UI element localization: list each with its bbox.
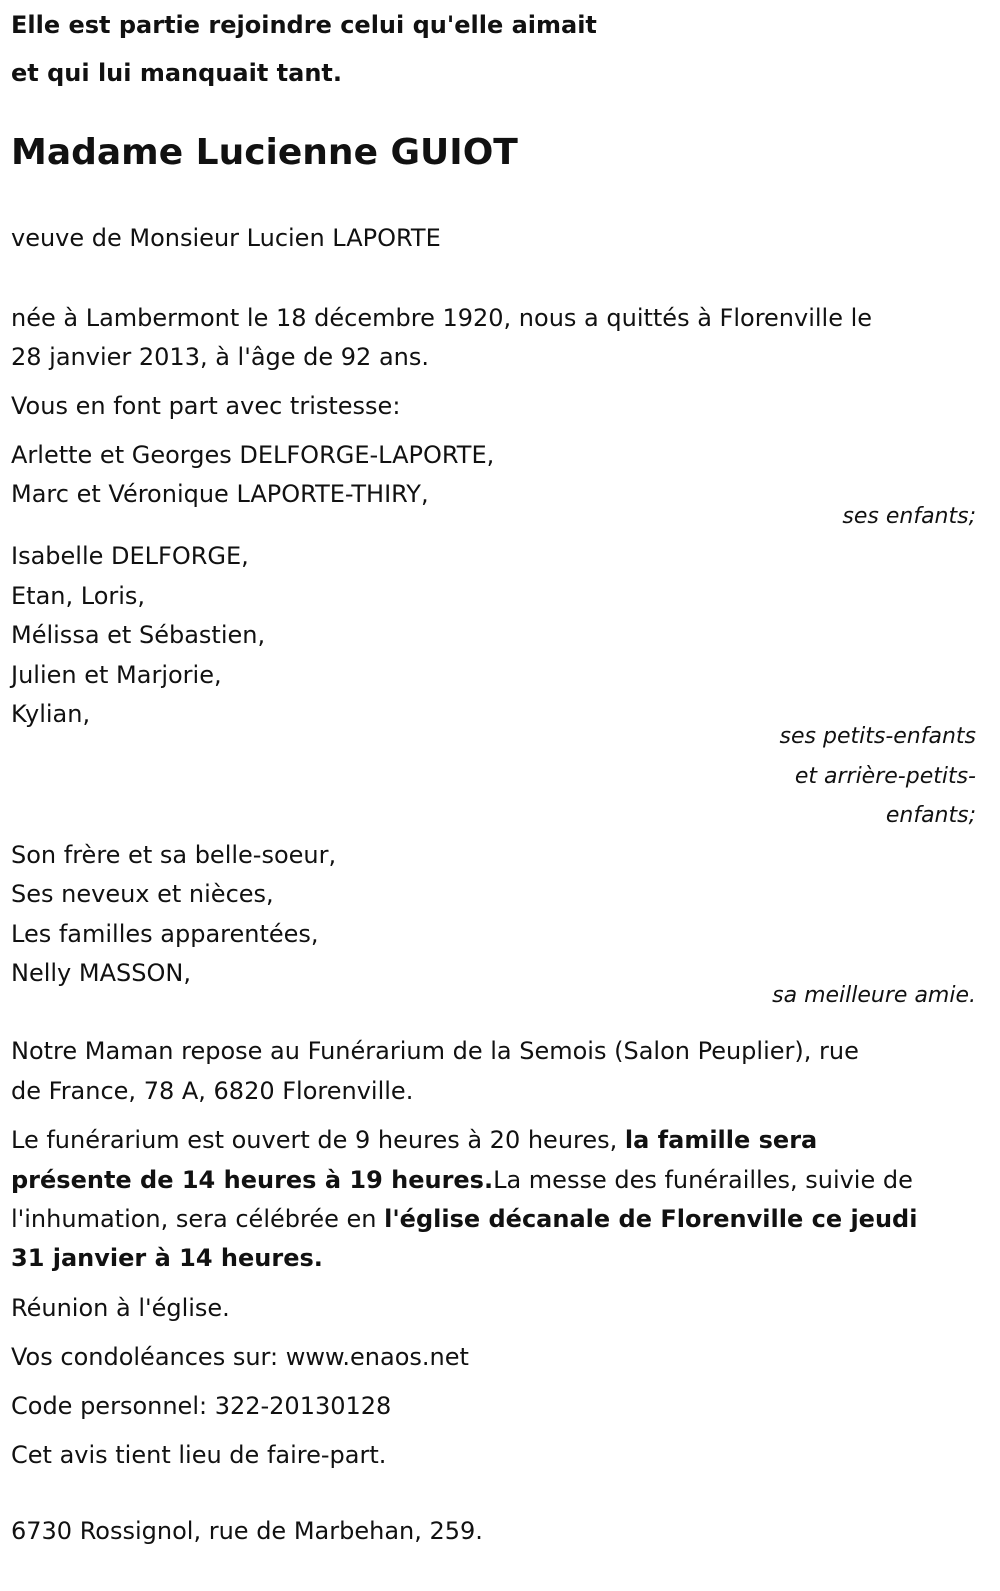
announce: Vous en font part avec tristesse: [11, 392, 401, 420]
hours-line [11, 1120, 817, 1160]
deceased-name: Madame Lucienne GUIOT [11, 132, 518, 173]
personal-code: Code personnel: 322-20130128 [11, 1392, 392, 1420]
children-label: ses enfants; [842, 504, 976, 529]
child: Arlette et Georges DELFORGE-LAPORTE, [11, 441, 495, 469]
epigraph-line: Elle est partie rejoindre celui qu'elle aimait [11, 11, 597, 39]
grandchild: Mélissa et Sébastien, [11, 621, 266, 649]
relative: Son frère et sa belle-soeur, [11, 841, 337, 869]
epigraph-line: et qui lui manquait tant. [11, 59, 342, 87]
widow-of: veuve de Monsieur Lucien LAPORTE [11, 224, 441, 252]
grandchildren-label: ses petits-enfants [779, 724, 976, 749]
hours-text: La messe des funérailles, suivie de [493, 1166, 913, 1194]
hours-line [11, 1199, 917, 1239]
relative: Les familles apparentées, [11, 920, 319, 948]
hours-line [11, 1160, 913, 1200]
hours-line: 31 janvier à 14 heures. [11, 1244, 323, 1272]
rest-line: de France, 78 A, 6820 Florenville. [11, 1077, 414, 1105]
rest-line: Notre Maman repose au Funérarium de la Semois (Salon Peuplier), rue [11, 1037, 859, 1065]
hours-bold: la famille sera [624, 1126, 818, 1154]
relative: Nelly MASSON, [11, 959, 191, 987]
address: 6730 Rossignol, rue de Marbehan, 259. [11, 1517, 483, 1545]
friend-label: sa meilleure amie. [772, 983, 976, 1008]
grandchild: Etan, Loris, [11, 582, 146, 610]
hours-bold: présente de 14 heures à 19 heures. [11, 1166, 494, 1194]
birth-death-line: 28 janvier 2013, à l'âge de 92 ans. [11, 343, 430, 371]
child: Marc et Véronique LAPORTE-THIRY, [11, 480, 429, 508]
grandchild: Isabelle DELFORGE, [11, 542, 249, 570]
grandchildren-label: et arrière-petits- [794, 764, 976, 789]
notice: Cet avis tient lieu de faire-part. [11, 1441, 387, 1469]
birth-death-line: née à Lambermont le 18 décembre 1920, nous a quittés à Florenville le [11, 304, 873, 332]
grandchild: Kylian, [11, 700, 91, 728]
hours-text: Le funérarium est ouvert de 9 heures à 20 heures, [11, 1126, 625, 1154]
grandchild: Julien et Marjorie, [11, 661, 222, 689]
hours-bold: l'église décanale de Florenville ce jeudi [384, 1205, 918, 1233]
relative: Ses neveux et nièces, [11, 880, 274, 908]
condolences: Vos condoléances sur: www.enaos.net [11, 1343, 469, 1371]
grandchildren-label: enfants; [885, 803, 976, 828]
meeting: Réunion à l'église. [11, 1294, 230, 1322]
hours-text: l'inhumation, sera célébrée en [11, 1205, 385, 1233]
